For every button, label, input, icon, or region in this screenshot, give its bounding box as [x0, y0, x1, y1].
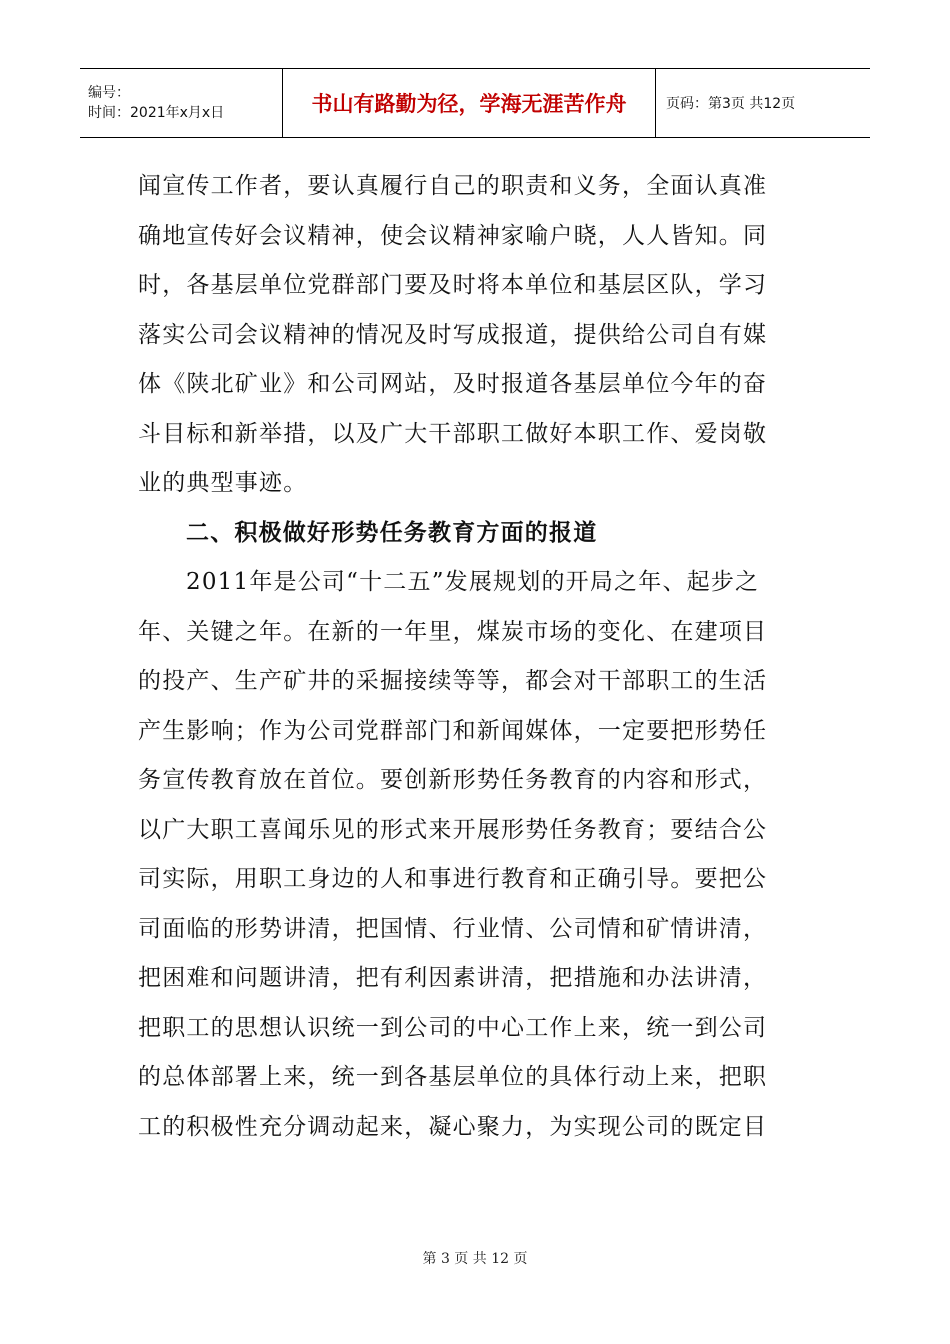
body-line: 斗目标和新举措，以及广大干部职工做好本职工作、爱岗敬	[138, 420, 768, 447]
number-label: 编号：	[88, 85, 130, 101]
body-line: 闻宣传工作者，要认真履行自己的职责和义务，全面认真准	[138, 173, 768, 199]
header-page-info: 页码：第3页 共12页	[666, 96, 796, 112]
body-line: 产生影响；作为公司党群部门和新闻媒体，一定要把形势任	[138, 717, 768, 744]
body-line: 业的典型事迹。	[138, 470, 308, 496]
body-line: 务宣传教育放在首位。要创新形势任务教育的内容和形式，	[138, 767, 768, 793]
body-line: 司实际，用职工身边的人和事进行教育和正确引导。要把公	[138, 866, 768, 892]
body-line: 年、关键之年。在新的一年里，煤炭市场的变化、在建项目	[138, 618, 768, 645]
header-motto-cell	[283, 69, 656, 137]
section-heading: 二、积极做好形势任务教育方面的报道	[186, 519, 598, 546]
page-footer	[0, 1248, 950, 1268]
footer-page-number: 第 3 页 共 12 页	[422, 1251, 528, 1267]
body-line: 体《陕北矿业》和公司网站，及时报道各基层单位今年的奋	[138, 371, 768, 397]
body-line: 的投产、生产矿井的采掘接续等等，都会对干部职工的生活	[138, 668, 768, 694]
page-header	[80, 68, 870, 138]
body-line: 2011年是公司“十二五”发展规划的开局之年、起步之	[186, 569, 760, 595]
body-line: 落实公司会议精神的情况及时写成报道，提供给公司自有媒	[138, 321, 768, 348]
body-line: 把职工的思想认识统一到公司的中心工作上来，统一到公司	[138, 1014, 768, 1041]
body-line: 司面临的形势讲清，把国情、行业情、公司情和矿情讲清，	[138, 915, 768, 942]
date-label: 时间：2021年x月x日	[88, 105, 225, 121]
body-line: 时，各基层单位党群部门要及时将本单位和基层区队，学习	[138, 272, 768, 298]
body-line: 确地宣传好会议精神，使会议精神家喻户晓，人人皆知。同	[138, 222, 768, 249]
header-page-info-cell	[656, 69, 870, 137]
body-line: 把困难和问题讲清，把有利因素讲清，把措施和办法讲清，	[138, 965, 768, 991]
header-meta	[80, 69, 283, 137]
body-line: 以广大职工喜闻乐见的形式来开展形势任务教育；要结合公	[138, 816, 768, 843]
body-line: 的总体部署上来，统一到各基层单位的具体行动上来，把职	[138, 1064, 768, 1090]
body-line: 工的积极性充分调动起来，凝心聚力，为实现公司的既定目	[138, 1113, 768, 1140]
document-body	[138, 162, 814, 1152]
header-motto: 书山有路勤为径，学海无涯苦作舟	[311, 92, 627, 116]
